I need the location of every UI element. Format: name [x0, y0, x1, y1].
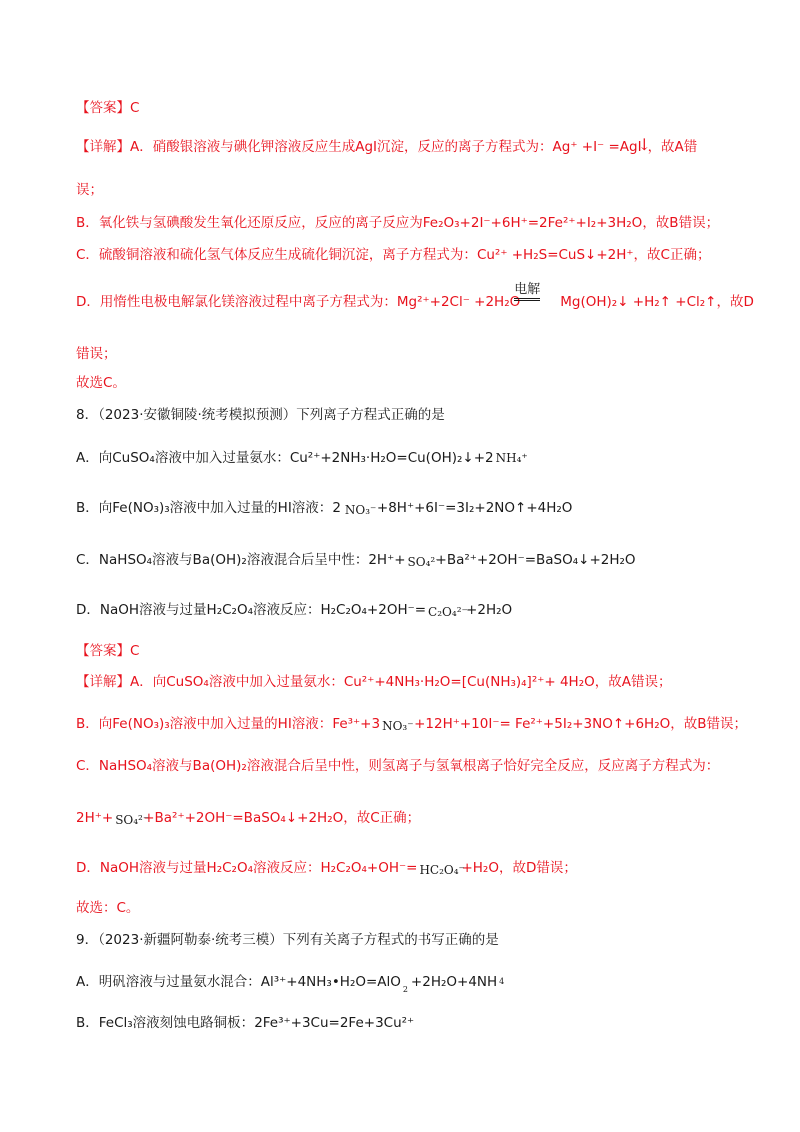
- answer-label: 【答案】: [76, 643, 130, 659]
- equation-left: Mg²⁺+2Cl⁻ +2H₂O: [396, 294, 521, 310]
- option-a-text: A．明矾溶液与过量氨水混合：: [76, 974, 261, 990]
- detail-c-tail: ，故C正确；: [633, 247, 711, 263]
- equation: +8H⁺+6I⁻=3I₂+2NO↑+4H₂O: [376, 500, 573, 516]
- answer-label: 【答案】: [76, 100, 130, 116]
- option-c-text: C．NaHSO₄溶液与Ba(OH)₂溶液混合后呈中性：: [76, 552, 369, 568]
- answer-value: C: [130, 643, 140, 659]
- q7-detail-d: [76, 282, 754, 312]
- coefficient: 2: [332, 500, 341, 516]
- q8-option-c: C．NaHSO₄溶液与Ba(OH)₂溶液混合后呈中性：2H⁺+ SO₄²⁻ +Ba²⁺+2OH⁻=BaSO₄↓+2H₂O: [76, 552, 636, 569]
- q8-option-b: B．向Fe(NO₃)₃溶液中加入过量的HI溶液：2 NO₃⁻ +8H⁺+6I⁻=3I₂+2NO↑+4H₂O: [76, 500, 573, 517]
- equation-prefix: H₂C₂O₄+OH⁻=: [320, 860, 418, 876]
- condition-label: 电解: [514, 282, 540, 301]
- detail-d-text: D．用惰性电极电解氯化镁溶液过程中离子方程式为：: [76, 294, 397, 310]
- equation: +2H₂O: [466, 602, 513, 618]
- equation: Fe₂O₃+2I⁻+6H⁺=2Fe²⁺+I₂+3H₂O: [422, 215, 643, 231]
- equation-prefix: Fe³⁺+3: [332, 716, 381, 732]
- equation: +Ba²⁺+2OH⁻=BaSO₄↓+2H₂O: [435, 552, 636, 568]
- option-d-text: D．NaOH溶液与过量H₂C₂O₄溶液反应：: [76, 602, 321, 618]
- q8-detail-c-eq: 2H⁺+ SO₄²⁻ +Ba²⁺+2OH⁻=BaSO₄↓+2H₂O，故C正确；: [76, 810, 421, 827]
- equation: Ag⁺ +I⁻ =AgI: [552, 139, 642, 155]
- detail-d-tail: ，故D: [716, 294, 754, 310]
- q8-detail-d: D．NaOH溶液与过量H₂C₂O₄溶液反应：H₂C₂O₄+OH⁻= HC₂O₄⁻ +H₂O，故D错误；: [76, 860, 577, 877]
- equation: 2Fe³⁺+3Cu=2Fe+3Cu²⁺: [254, 1015, 415, 1031]
- q7-detail-c: [76, 245, 710, 265]
- equation-rest: +2H₂O+4NH: [410, 974, 498, 990]
- equation: Cu²⁺ +H₂S=CuS↓+2H⁺: [476, 247, 634, 263]
- answer-value: C: [130, 100, 140, 116]
- detail-label: 【详解】: [76, 139, 130, 155]
- q8-conclusion: 故选：C。: [76, 900, 140, 916]
- equation-prefix: 2H⁺+: [76, 810, 114, 826]
- detail-b-tail: ，故B错误；: [670, 716, 748, 732]
- q7-detail-a-cont: 误；: [76, 182, 103, 198]
- q7-conclusion: 故选C。: [76, 375, 126, 391]
- equation-prefix: 2H⁺+: [368, 552, 406, 568]
- equation: +12H⁺+10I⁻= Fe²⁺+5I₂+3NO↑+6H₂O: [414, 716, 671, 732]
- detail-a-tail: ，故A错: [647, 139, 698, 155]
- q8-option-d: D．NaOH溶液与过量H₂C₂O₄溶液反应：H₂C₂O₄+2OH⁻= C₂O₄²⁻ +2H₂O: [76, 602, 513, 619]
- q7-answer-line: [76, 98, 139, 118]
- detail-a-text: A．向CuSO₄溶液中加入过量氨水：: [130, 674, 344, 690]
- option-b-text: B．FeCl₃溶液刻蚀电路铜板：: [76, 1015, 255, 1031]
- detail-c-tail: ，故C正确；: [343, 810, 421, 826]
- detail-c-text: C．硫酸铜溶液和硫化氢气体反应生成硫化铜沉淀，离子方程式为：: [76, 247, 477, 263]
- detail-b-text: B．氧化铁与氢碘酸发生氧化还原反应，反应的离子反应为: [76, 215, 423, 231]
- equation: +Ba²⁺+2OH⁻=BaSO₄↓+2H₂O: [143, 810, 344, 826]
- detail-a-tail: ，故A错误；: [594, 674, 672, 690]
- detail-b-tail: ，故B错误；: [642, 215, 720, 231]
- detail-b-text: B．向Fe(NO₃)₃溶液中加入过量的HI溶液：: [76, 716, 333, 732]
- option-b-text: B．向Fe(NO₃)₃溶液中加入过量的HI溶液：: [76, 500, 333, 516]
- equation-right: Mg(OH)₂↓ +H₂↑ +Cl₂↑: [560, 294, 717, 310]
- q7-detail-a: 【详解】A．硝酸银溶液与碘化钾溶液反应生成AgI沉淀，反应的离子方程式为：Ag⁺ +I⁻ =AgI ↓ ，故A错: [76, 135, 698, 155]
- detail-a-text: A．硝酸银溶液与碘化钾溶液反应生成AgI沉淀，反应的离子方程式为：: [130, 139, 553, 155]
- q8-detail-a: [76, 672, 672, 692]
- detail-d-tail: ，故D错误；: [498, 860, 577, 876]
- q8-detail-b: B．向Fe(NO₃)₃溶液中加入过量的HI溶液：Fe³⁺+3 NO₃⁻ +12H⁺+10I⁻= Fe²⁺+5I₂+3NO↑+6H₂O，故B错误；: [76, 716, 748, 733]
- q8-answer-line: [76, 641, 139, 661]
- equation-prefix: H₂C₂O₄+2OH⁻=: [320, 602, 427, 618]
- detail-label: 【详解】: [76, 674, 130, 690]
- option-a-text: A．向CuSO₄溶液中加入过量氨水：: [76, 450, 290, 466]
- equation: Cu²⁺+4NH₃·H₂O=[Cu(NH₃)₄]²⁺+ 4H₂O: [343, 674, 595, 690]
- q8-option-a: A．向CuSO₄溶液中加入过量氨水：Cu²⁺+2NH₃·H₂O=Cu(OH)₂↓+2 NH₄⁺: [76, 450, 528, 466]
- detail-d-text: D．NaOH溶液与过量H₂C₂O₄溶液反应：: [76, 860, 321, 876]
- equation: Al³⁺+4NH₃•H₂O=AlO: [260, 974, 401, 990]
- q8-detail-c: C．NaHSO₄溶液与Ba(OH)₂溶液混合后呈中性，则氢离子与氢氧根离子恰好完全反应，反应离子方程式为：: [76, 758, 720, 774]
- q9-option-a: A．明矾溶液与过量氨水混合：Al³⁺+4NH₃•H₂O=AlO 2 +2H₂O+4NH 4: [76, 974, 505, 994]
- q9-stem: 9．（2023·新疆阿勒泰·统考三模）下列有关离子方程式的书写正确的是: [76, 932, 499, 948]
- q7-detail-b: [76, 213, 719, 233]
- q9-option-b: [76, 1013, 414, 1033]
- equation: +H₂O: [461, 860, 499, 876]
- equation: Cu²⁺+2NH₃·H₂O=Cu(OH)₂↓+2: [289, 450, 494, 466]
- q8-stem: 8．（2023·安徽铜陵·统考模拟预测）下列离子方程式正确的是: [76, 407, 445, 423]
- q7-detail-d-cont: 错误；: [76, 346, 117, 362]
